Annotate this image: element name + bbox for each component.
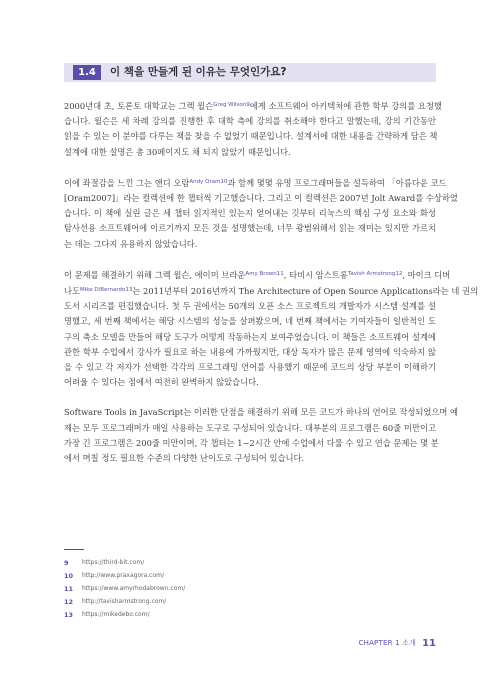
footnote-link[interactable]: https://www.amyrhodabrown.com/ xyxy=(82,585,186,592)
text-segment: 읽을 수 있는 이 분야를 다루는 책을 찾을 수 없었기 때문입니다. 설계서에 대한 내용을 간략하게 담은 책 xyxy=(64,131,438,142)
text-segment: 에게 소프트웨어 아키텍처에 관한 학부 강의를 요청했 xyxy=(249,101,442,111)
text-segment: 탐사선용 소프트웨어에 이르기까지 모든 것을 설명했는데, 너무 광범위해서 읽는 재미는 있지만 가르치 xyxy=(64,223,436,234)
superscript-reference: Andy Oram10 xyxy=(189,178,228,185)
page-footer xyxy=(359,635,436,651)
page-number: 11 xyxy=(422,637,436,649)
text-segment: 을 수 있고 각 저자가 선택한 각각의 프로그래밍 언어를 사용했기 때문에 코드의 상당 부분이 이해하기 xyxy=(64,362,436,373)
text-line xyxy=(64,129,436,144)
superscript-reference: Amy Brown11 xyxy=(245,270,284,277)
footnote xyxy=(64,595,364,608)
text-line xyxy=(64,237,436,252)
text-segment: , 타비시 암스트롱 xyxy=(283,269,348,280)
text-segment: 구의 축소 모델을 만들어 해당 도구가 어떻게 작동하는지 보여주었습니다. 이 책들은 소프트웨어 설계에 xyxy=(64,331,436,342)
footnote-number: 13 xyxy=(64,610,74,619)
text-line xyxy=(64,114,436,129)
footnote-link[interactable]: http://www.praxagora.com/ xyxy=(82,572,165,579)
text-segment: 도서 시리즈를 편집했습니다. 첫 두 권에서는 50개의 오픈 소스 프로젝트의 개발자가 시스템 설계를 설 xyxy=(64,301,436,312)
footnote-link[interactable]: http://tavisharmstrong.com/ xyxy=(82,598,167,605)
footnote xyxy=(64,569,364,582)
text-line xyxy=(64,375,436,390)
text-segment: 설계에 대한 설명은 총 30페이지도 채 되지 않았기 때문입니다. xyxy=(64,146,291,157)
text-segment: 제는 모두 프로그래머가 매일 사용하는 도구로 구성되어 있습니다. 대부분의 프로그램은 60줄 미만이고 xyxy=(64,422,436,433)
text-segment: 관한 학부 수업에서 강사가 필요로 하는 내용에 가까웠지만, 대상 독자가 많은 문제 영역에 익숙하지 않 xyxy=(64,346,436,357)
text-line xyxy=(64,145,436,160)
text-line xyxy=(64,206,436,221)
superscript-reference: Mike DiBernardo13 xyxy=(80,287,133,294)
paragraph xyxy=(64,175,458,252)
footnote xyxy=(64,556,364,569)
paragraph xyxy=(64,98,442,160)
footnote xyxy=(64,608,364,621)
text-segment: 명했고, 세 번째 책에서는 해당 시스템의 성능을 살펴봤으며, 네 번째 책에서는 기여자들이 일반적인 도 xyxy=(64,316,436,327)
footer-chapter: CHAPTER 1 소개 xyxy=(358,639,417,647)
text-line xyxy=(64,360,436,375)
text-line xyxy=(64,405,459,420)
footnote-number: 11 xyxy=(64,584,74,593)
text-segment: 습니다. 윌슨은 세 차례 강의를 진행한 후 대학 측에 강의를 취소해야 한다고 말했는데, 강의 기간동안 xyxy=(64,116,436,127)
text-line xyxy=(64,421,436,436)
paragraph xyxy=(64,405,459,466)
text-segment: 과 함께 몇몇 유명 프로그래머들을 설득하여 「아름다운 코드 xyxy=(227,177,447,188)
text-line xyxy=(64,175,447,191)
text-segment: 는 데는 그다지 유용하지 않았습니다. xyxy=(64,238,198,249)
text-line xyxy=(64,283,479,299)
text-segment: 가장 긴 프로그램은 200줄 미만이며, 각 챕터는 1~2시간 안에 수업에서 다룰 수 있고 연습 문제는 몇 분 xyxy=(64,437,439,448)
text-line xyxy=(64,267,451,283)
footnote xyxy=(64,582,364,595)
text-segment: 2000년대 초, 토론토 대학교는 그렉 윌슨 xyxy=(64,101,214,111)
text-line xyxy=(64,451,436,466)
section-number: 1.4 xyxy=(73,65,101,80)
text-segment: Software Tools in JavaScript는 이러한 단점을 해결하기 위해 모든 코드가 하나의 언어로 작성되었으며 예 xyxy=(64,407,459,418)
footnotes xyxy=(64,556,364,621)
text-line xyxy=(64,345,436,360)
text-segment: 에서 며칠 정도 필요한 수준의 다양한 난이도로 구성되어 있습니다. xyxy=(64,453,305,464)
superscript-reference: Tavish Armstrong12 xyxy=(347,270,403,277)
footnote-link[interactable]: https://third-bit.com/ xyxy=(82,559,145,566)
text-line xyxy=(64,98,442,114)
text-segment: , 마이크 디버 xyxy=(402,269,451,280)
text-segment: 는 2011년부터 2016년까지 The Architecture of Open Source Applications라는 네 권의 xyxy=(132,286,479,297)
text-segment: 어려울 수 있다는 점에서 여전히 완벽하지 않았습니다. xyxy=(64,377,259,388)
paragraph xyxy=(64,267,479,391)
footnote-divider xyxy=(64,549,84,550)
text-segment: 이 문제를 해결하기 위해 그렉 윌슨, 에이미 브라운 xyxy=(64,269,246,280)
text-line xyxy=(64,299,436,314)
section-title: 이 책을 만들게 된 이유는 무엇인가요? xyxy=(110,66,287,78)
footnote-number: 10 xyxy=(64,571,74,580)
text-line xyxy=(64,314,436,329)
footnote-link[interactable]: https://mikedebo.com/ xyxy=(82,611,150,618)
text-line xyxy=(64,221,436,236)
text-segment: [Oram2007]」라는 컬렉션에 한 챕터씩 기고했습니다. 그리고 이 컬렉션은 2007년 Jolt Award를 수상하였 xyxy=(64,193,458,204)
superscript-reference: Greg Wilson9 xyxy=(213,102,250,108)
section-heading xyxy=(64,63,436,82)
text-line xyxy=(64,436,439,451)
text-segment: 나도 xyxy=(64,286,81,297)
text-segment: 이에 좌절감을 느낀 그는 앤디 오람 xyxy=(64,177,190,188)
text-line xyxy=(64,330,436,345)
footnote-number: 12 xyxy=(64,597,74,606)
body-text xyxy=(64,98,479,481)
text-segment: 습니다. 이 책에 실린 글은 세 챕터 읽지적인 있는지 얻어내는 깃부터 리눅스의 핵심 구성 요소와 화성 xyxy=(64,208,436,219)
footnote-number: 9 xyxy=(64,558,69,567)
text-line xyxy=(64,191,458,206)
